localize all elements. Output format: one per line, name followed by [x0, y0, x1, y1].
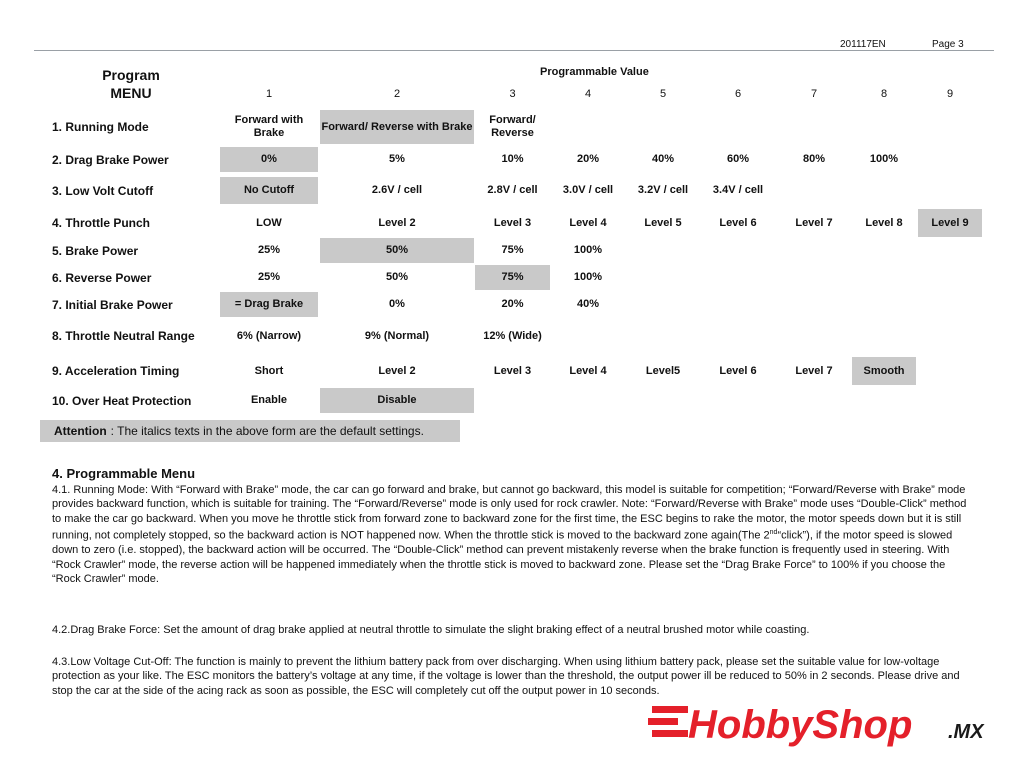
row-label-7: 7. Initial Brake Power [52, 297, 173, 312]
cell-r2-c1: 0% [220, 147, 318, 172]
cell-r1-c2: Forward/ Reverse with Brake [320, 110, 474, 144]
attention-note [40, 420, 460, 442]
cell-r8-c2: 9% (Normal) [364, 329, 430, 342]
cell-r4-c5: Level 5 [644, 216, 682, 229]
attention-text: : The italics texts in the above form are the default settings. [110, 424, 424, 438]
row-label-1: 1. Running Mode [52, 120, 149, 134]
program-menu-title [96, 66, 166, 102]
cell-r9-c8: Smooth [852, 357, 916, 385]
cell-r4-c9: Level 9 [918, 209, 982, 237]
cell-r2-c5: 40% [651, 153, 675, 165]
cell-r1-c1: Forward with Brake [234, 114, 304, 139]
program-title-line1: Program [102, 67, 160, 83]
cell-r10-c2: Disable [320, 388, 474, 413]
cell-r6-c1: 25% [257, 271, 281, 283]
cell-r6-c4: 100% [573, 271, 603, 283]
cell-r4-c1: LOW [256, 216, 282, 229]
column-number-1: 1 [265, 88, 273, 100]
cell-r9-c4: Level 4 [569, 364, 607, 377]
row-label-8: 8. Throttle Neutral Range [52, 329, 195, 343]
column-number-9: 9 [946, 88, 954, 100]
cell-r9-c1: Short [254, 364, 284, 377]
header-rule [34, 50, 994, 51]
logo-suffix-text: .MX [948, 721, 984, 743]
cell-r9-c3: Level 3 [493, 364, 532, 377]
cell-r7-c2: 0% [389, 298, 405, 310]
cell-r2-c8: 100% [869, 153, 899, 165]
cell-r3-c5: 3.2V / cell [637, 184, 689, 196]
paragraph-drag-brake: 4.2.Drag Brake Force: Set the amount of drag brake applied at neutral throttle to simulate the slight braking effect of a neutral brushed motor while coasting. [52, 624, 810, 636]
row-label-5: 5. Brake Power [52, 243, 139, 258]
cell-r5-c1: 25% [257, 244, 281, 256]
cell-r9-c2: Level 2 [378, 364, 416, 377]
cell-r3-c2: 2.6V / cell [371, 184, 423, 196]
row-label-3: 3. Low Volt Cutoff [52, 183, 154, 198]
cell-r4-c3: Level 3 [493, 216, 532, 229]
row-label-4: 4. Throttle Punch [52, 216, 151, 230]
cell-r4-c8: Level 8 [865, 216, 903, 229]
cell-r10-c1: Enable [250, 394, 288, 406]
cell-r3-c1: No Cutoff [220, 177, 318, 204]
speed-stripes-icon [648, 706, 688, 737]
attention-label: Attention [54, 424, 107, 438]
cell-r2-c2: 5% [389, 153, 405, 165]
section-title: 4. Programmable Menu [52, 466, 196, 481]
cell-r8-c1: 6% (Narrow) [236, 329, 302, 342]
cell-r4-c2: Level 2 [378, 216, 416, 229]
paragraph-low-voltage: 4.3.Low Voltage Cut-Off: The function is mainly to prevent the lithium battery pack from over discharging. When using lithium battery pack, please set the suitable value for low-voltage protection as your like. The ESC monitors the battery’s voltage at any time, if the voltage is lower than the threshold, the output power ill be reduced to 50% in 2 seconds. Please drive and stop the car at the side of the acing rack as soon as possible, the ESC will completely cut off the output power in 10 seconds. [52, 656, 960, 697]
cell-r2-c6: 60% [726, 153, 750, 165]
row-label-6: 6. Reverse Power [52, 270, 152, 285]
cell-r9-c7: Level 7 [795, 364, 833, 377]
cell-r6-c2: 50% [385, 271, 409, 283]
page-number: Page 3 [932, 39, 964, 50]
cell-r9-c5: Level5 [645, 364, 681, 377]
cell-r9-c6: Level 6 [719, 364, 757, 377]
cell-r3-c4: 3.0V / cell [562, 184, 614, 196]
cell-r7-c4: 40% [576, 298, 600, 310]
row-label-10: 10. Over Heat Protection [52, 393, 192, 408]
cell-r8-c3: 12% (Wide) [483, 329, 542, 342]
cell-r5-c4: 100% [573, 244, 603, 256]
column-number-4: 4 [584, 88, 592, 100]
logo-main-text: HobbyShop [688, 703, 913, 747]
cell-r2-c4: 20% [576, 153, 600, 165]
column-number-7: 7 [810, 88, 818, 100]
hobbyshop-logo [648, 700, 998, 748]
cell-r7-c3: 20% [501, 298, 524, 310]
cell-r6-c3: 75% [475, 265, 550, 290]
cell-r4-c7: Level 7 [795, 216, 833, 229]
column-number-6: 6 [734, 88, 742, 100]
cell-r3-c3: 2.8V / cell [487, 184, 538, 196]
paragraph-running-mode: 4.1. Running Mode: With “Forward with Brake” mode, the car can go forward and brake, but cannot go backward, this model is suitable for competition; “Forward/Reverse with Brake” mode provides backward function, which is suitable for training. The “Forward/Reverse” mode is only used for rock crawler. Note: “Forward/Reverse with Brake” mode uses “Double-Click” method to make the car go backward. When you move he throttle stick from forward zone to backward zone for the first time, the ESC begins to rake the motor, the motor speeds down but it is still running, not completely stopped, so the backward action is NOT happened now. When the throttle stick is moved to the backward zone again(The 2nd“click”), if the motor speed is slowed down to zero (i.e. stopped), the backward action will be occurred. The “Double-Click” method can prevent mistakenly reverse when the brake function is frequently used in steering. With “Rock Crawler” mode, the reverse action will be happened immediately when the throttle stick is moved to backward zone. Please set the “Drag Brake Force” to 100% if you choose the “Rock Crawler” mode. [52, 484, 967, 586]
cell-r3-c6: 3.4V / cell [712, 184, 764, 196]
cell-r5-c3: 75% [501, 244, 524, 256]
cell-r7-c1: = Drag Brake [220, 292, 318, 317]
cell-r4-c6: Level 6 [719, 216, 757, 229]
cell-r2-c7: 80% [802, 153, 826, 165]
column-number-3: 3 [509, 88, 516, 100]
doc-id: 201117EN [840, 39, 886, 50]
column-number-5: 5 [659, 88, 667, 100]
column-number-2: 2 [393, 88, 401, 100]
program-title-line2: MENU [110, 85, 152, 101]
row-label-9: 9. Acceleration Timing [52, 364, 180, 378]
cell-r2-c3: 10% [501, 153, 524, 165]
programmable-value-title: Programmable Value [540, 66, 649, 78]
cell-r4-c4: Level 4 [569, 216, 607, 229]
cell-r5-c2: 50% [320, 238, 474, 263]
row-label-2: 2. Drag Brake Power [52, 152, 169, 167]
column-number-8: 8 [880, 88, 888, 100]
cell-r1-c3: Forward/ Reverse [489, 114, 536, 139]
